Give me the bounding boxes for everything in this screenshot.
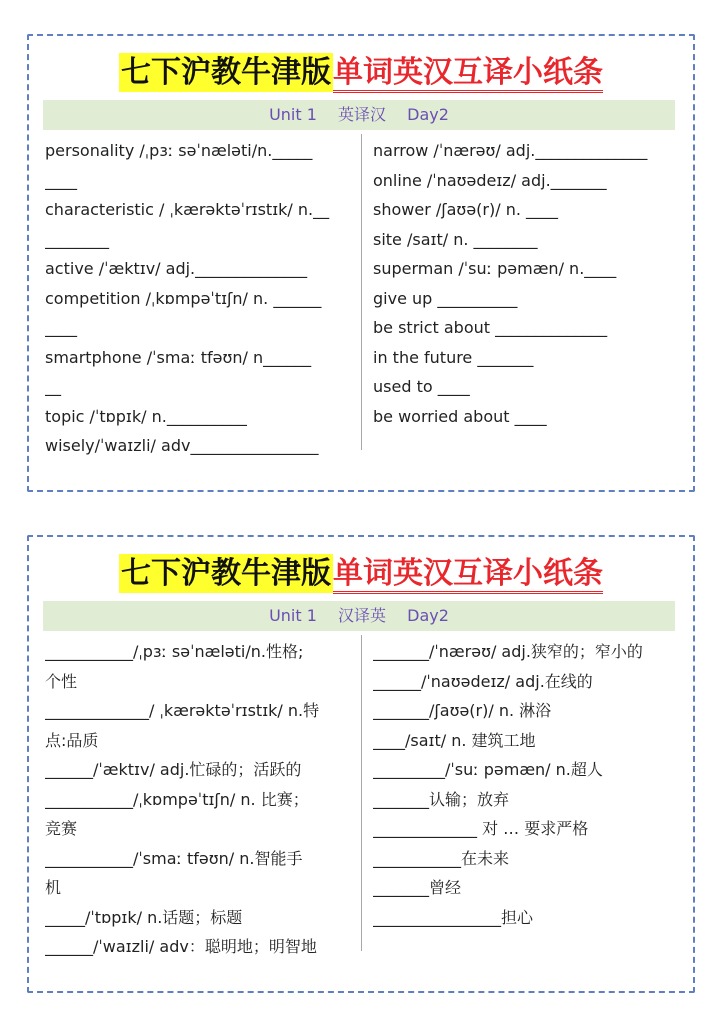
word-line: ________: [45, 229, 109, 249]
word-line: topic /ˈtɒpɪk/ n.__________: [45, 406, 247, 426]
word-columns: [43, 635, 675, 956]
word-line: site /saɪt/ n. ________: [373, 229, 538, 249]
word-line: _______/ˈnærəʊ/ adj.狭窄的；窄小的: [373, 642, 643, 661]
word-line: personality /ˌpɜː səˈnæləti/n._____: [45, 141, 313, 160]
title-highlight: 七下沪教牛津版: [121, 556, 331, 591]
title-highlight: 七下沪教牛津版: [121, 55, 331, 90]
day-label: Day2: [407, 105, 449, 124]
word-line: be worried about ____: [373, 406, 547, 426]
right-column: [373, 136, 683, 431]
word-line: _____________/ ˌkærəktəˈrɪstɪk/ n.特: [45, 701, 320, 720]
day-label: Day2: [407, 606, 449, 625]
word-columns: [43, 134, 675, 455]
word-line: online /ˈnaʊədeɪz/ adj._______: [373, 170, 607, 190]
word-line: 点:品质: [45, 730, 99, 750]
word-line: __: [45, 377, 61, 396]
word-line: ___________/ˌpɜː səˈnæləti/n.性格;: [45, 642, 304, 661]
word-line: 机: [45, 878, 62, 897]
word-line: ___________/ˈsmaː tfəʊn/ n.智能手: [45, 848, 303, 868]
title-red: 单词英汉互译小纸条: [333, 556, 603, 594]
card-title: [29, 50, 693, 96]
word-line: superman /ˈsuː pəmæn/ n.____: [373, 259, 617, 278]
right-column: [373, 637, 683, 932]
unit-label: Unit 1: [269, 105, 317, 124]
word-line: competition /ˌkɒmpəˈtɪʃn/ n. ______: [45, 288, 322, 308]
word-line: ______/ˈwaɪzli/ adv：聪明地；明智地: [45, 937, 317, 956]
unit-label: Unit 1: [269, 606, 317, 625]
word-line: _______/ʃaʊə(r)/ n. 淋浴: [373, 701, 552, 720]
word-line: ___________/ˌkɒmpəˈtɪʃn/ n. 比赛；: [45, 789, 309, 809]
word-line: ________________担心: [373, 907, 534, 927]
word-line: 个性: [45, 671, 78, 691]
word-line: narrow /ˈnærəʊ/ adj.______________: [373, 141, 648, 160]
card-title: [29, 551, 693, 597]
title-red: 单词英汉互译小纸条: [333, 55, 603, 93]
word-card-en-to-zh: [27, 34, 695, 492]
word-line: ______/ˈnaʊədeɪz/ adj.在线的: [373, 671, 593, 691]
word-line: give up __________: [373, 288, 518, 308]
word-line: characteristic / ˌkærəktəˈrɪstɪk/ n.__: [45, 200, 330, 219]
unit-bar: [43, 601, 675, 631]
left-column: [45, 136, 353, 461]
word-line: used to ____: [373, 377, 470, 396]
column-divider: [361, 635, 362, 951]
word-line: in the future _______: [373, 347, 534, 367]
word-line: _______曾经: [373, 878, 462, 897]
column-divider: [361, 134, 362, 450]
mode-label: 英译汉: [338, 105, 387, 124]
word-line: _________/ˈsuː pəmæn/ n.超人: [373, 760, 603, 779]
word-line: ____: [45, 318, 77, 337]
word-line: be strict about ______________: [373, 318, 608, 337]
word-line: ___________在未来: [373, 848, 510, 868]
word-card-zh-to-en: [27, 535, 695, 993]
word-line: ______/ˈæktɪv/ adj.忙碌的；活跃的: [45, 760, 302, 779]
word-line: 竞赛: [45, 819, 78, 838]
word-line: ____/saɪt/ n. 建筑工地: [373, 730, 536, 750]
word-line: _____/ˈtɒpɪk/ n.话题；标题: [45, 907, 243, 927]
word-line: smartphone /ˈsmaː tfəʊn/ n______: [45, 347, 312, 367]
word-line: active /ˈæktɪv/ adj.______________: [45, 259, 308, 278]
mode-label: 汉译英: [338, 606, 387, 625]
word-line: ____: [45, 170, 77, 190]
left-column: [45, 637, 353, 962]
word-line: wisely/ˈwaɪzli/ adv________________: [45, 436, 319, 455]
word-line: _______认输；放弃: [373, 789, 510, 809]
word-line: shower /ʃaʊə(r)/ n. ____: [373, 200, 559, 219]
unit-bar: [43, 100, 675, 130]
word-line: _____________ 对 … 要求严格: [373, 819, 589, 838]
